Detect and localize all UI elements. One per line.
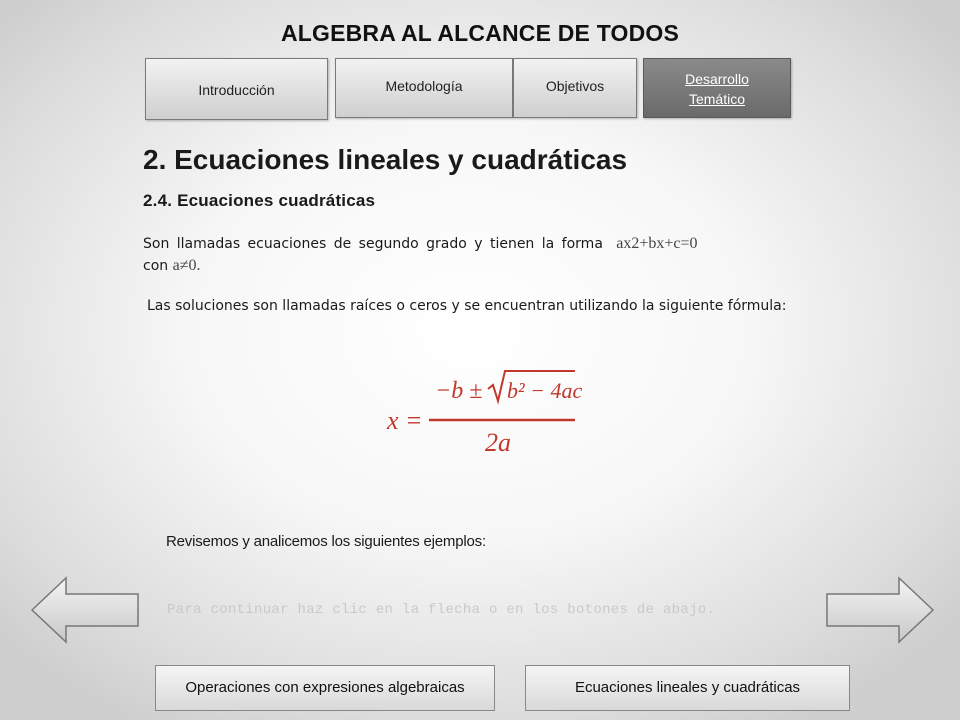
solutions-paragraph: Las soluciones son llamadas raíces o ceros y se encuentran utilizando la siguiente fórmula: — [147, 298, 787, 314]
quadratic-formula — [385, 365, 585, 460]
condition-label: con — [143, 258, 169, 274]
continue-hint: Para continuar haz clic en la flecha o en los botones de abajo. — [167, 602, 716, 618]
tab-desarrollo-label-line2: Temático — [688, 91, 746, 107]
site-title: ALGEBRA AL ALCANCE DE TODOS — [280, 20, 680, 46]
general-form-expression: ax2+bx+c=0 — [616, 235, 698, 252]
tab-objetivos[interactable]: Objetivos — [513, 58, 637, 118]
subsection-heading: 2.4. Ecuaciones cuadráticas — [143, 191, 376, 210]
section-heading: 2. Ecuaciones lineales y cuadráticas — [143, 144, 628, 175]
tab-desarrollo-label-line1: Desarrollo — [685, 71, 749, 87]
formula-denominator: 2a — [485, 428, 511, 457]
condition-expression: a≠0. — [172, 257, 201, 274]
tab-desarrollo-tematico[interactable] — [643, 58, 791, 118]
definition-text: Son llamadas ecuaciones de segundo grado y tienen la forma — [143, 236, 603, 252]
tab-metodologia[interactable]: Metodología — [335, 58, 513, 118]
formula-lhs: x = — [387, 406, 423, 435]
prev-topic-button[interactable]: Operaciones con expresiones algebraicas — [155, 665, 495, 711]
formula-radicand: b² − 4ac — [507, 378, 583, 403]
tab-introduccion[interactable]: Introducción — [145, 58, 328, 120]
arrow-left-icon[interactable] — [30, 576, 140, 644]
next-topic-button[interactable]: Ecuaciones lineales y cuadráticas — [525, 665, 850, 711]
formula-minus-b: −b ± — [435, 378, 483, 404]
arrow-right-icon[interactable] — [825, 576, 935, 644]
definition-paragraph — [143, 233, 823, 277]
examples-intro: Revisemos y analicemos los siguientes ejemplos: — [166, 533, 486, 550]
